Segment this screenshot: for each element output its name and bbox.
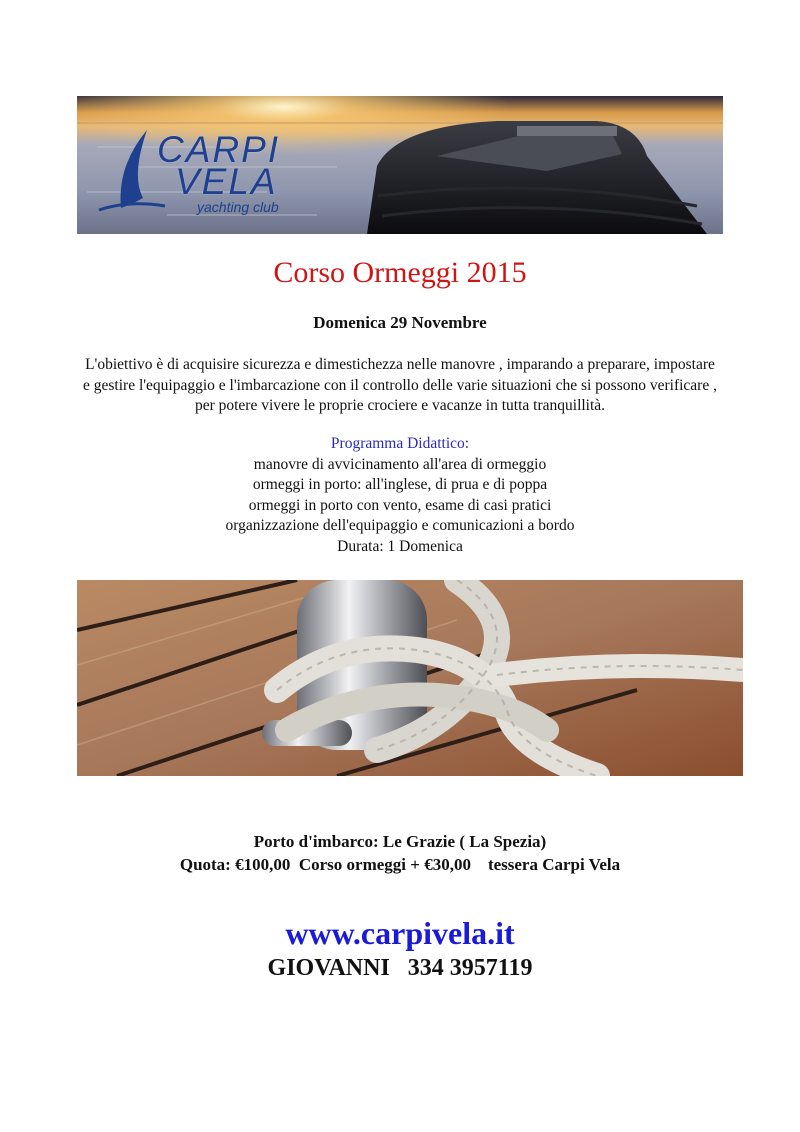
program-list xyxy=(0,455,800,558)
rope-cleat-photo xyxy=(77,580,743,776)
program-item: organizzazione dell'equipaggio e comunicazioni a bordo xyxy=(225,517,575,534)
program-item: ormeggi in porto con vento, esame di casi pratici xyxy=(248,496,552,514)
course-date: Domenica 29 Novembre xyxy=(313,313,487,332)
contact-phone: GIOVANNI 334 3957119 xyxy=(267,955,533,981)
program-item: ormeggi in porto: all'inglese, di prua e di poppa xyxy=(252,476,548,493)
logo-word-carpi: CARPI xyxy=(157,129,281,170)
departure-port: Porto d'imbarco: Le Grazie ( La Spezia) xyxy=(253,832,547,851)
page-title: Corso Ormeggi 2015 xyxy=(273,256,527,289)
rope-knot-image xyxy=(77,580,743,776)
website-link[interactable]: www.carpivela.it xyxy=(285,915,515,951)
course-fee: Quota: €100,00 Corso ormeggi + €30,00 tessera Carpi Vela xyxy=(179,855,621,874)
header-banner xyxy=(77,96,723,234)
program-item: manovre di avvicinamento all'area di ormeggio xyxy=(253,455,547,473)
carpi-vela-logo xyxy=(95,126,325,226)
program-heading: Programma Didattico: xyxy=(330,435,470,452)
program-section xyxy=(0,434,800,557)
sailboat-icon xyxy=(95,126,165,226)
logo-word-vela: VELA xyxy=(175,161,278,202)
intro-paragraph: L'obiettivo è di acquisire sicurezza e dimestichezza nelle manovre , imparando a preparare, impostare e gestire l'equipaggio e l'imbarcazione con il controllo delle varie situazioni che si possono verificare , per potere vivere le proprie crociere e vacanze in tutta tranquillità. xyxy=(83,356,717,414)
logo-tagline: yachting club xyxy=(197,199,279,215)
program-duration: Durata: 1 Domenica xyxy=(337,537,463,555)
